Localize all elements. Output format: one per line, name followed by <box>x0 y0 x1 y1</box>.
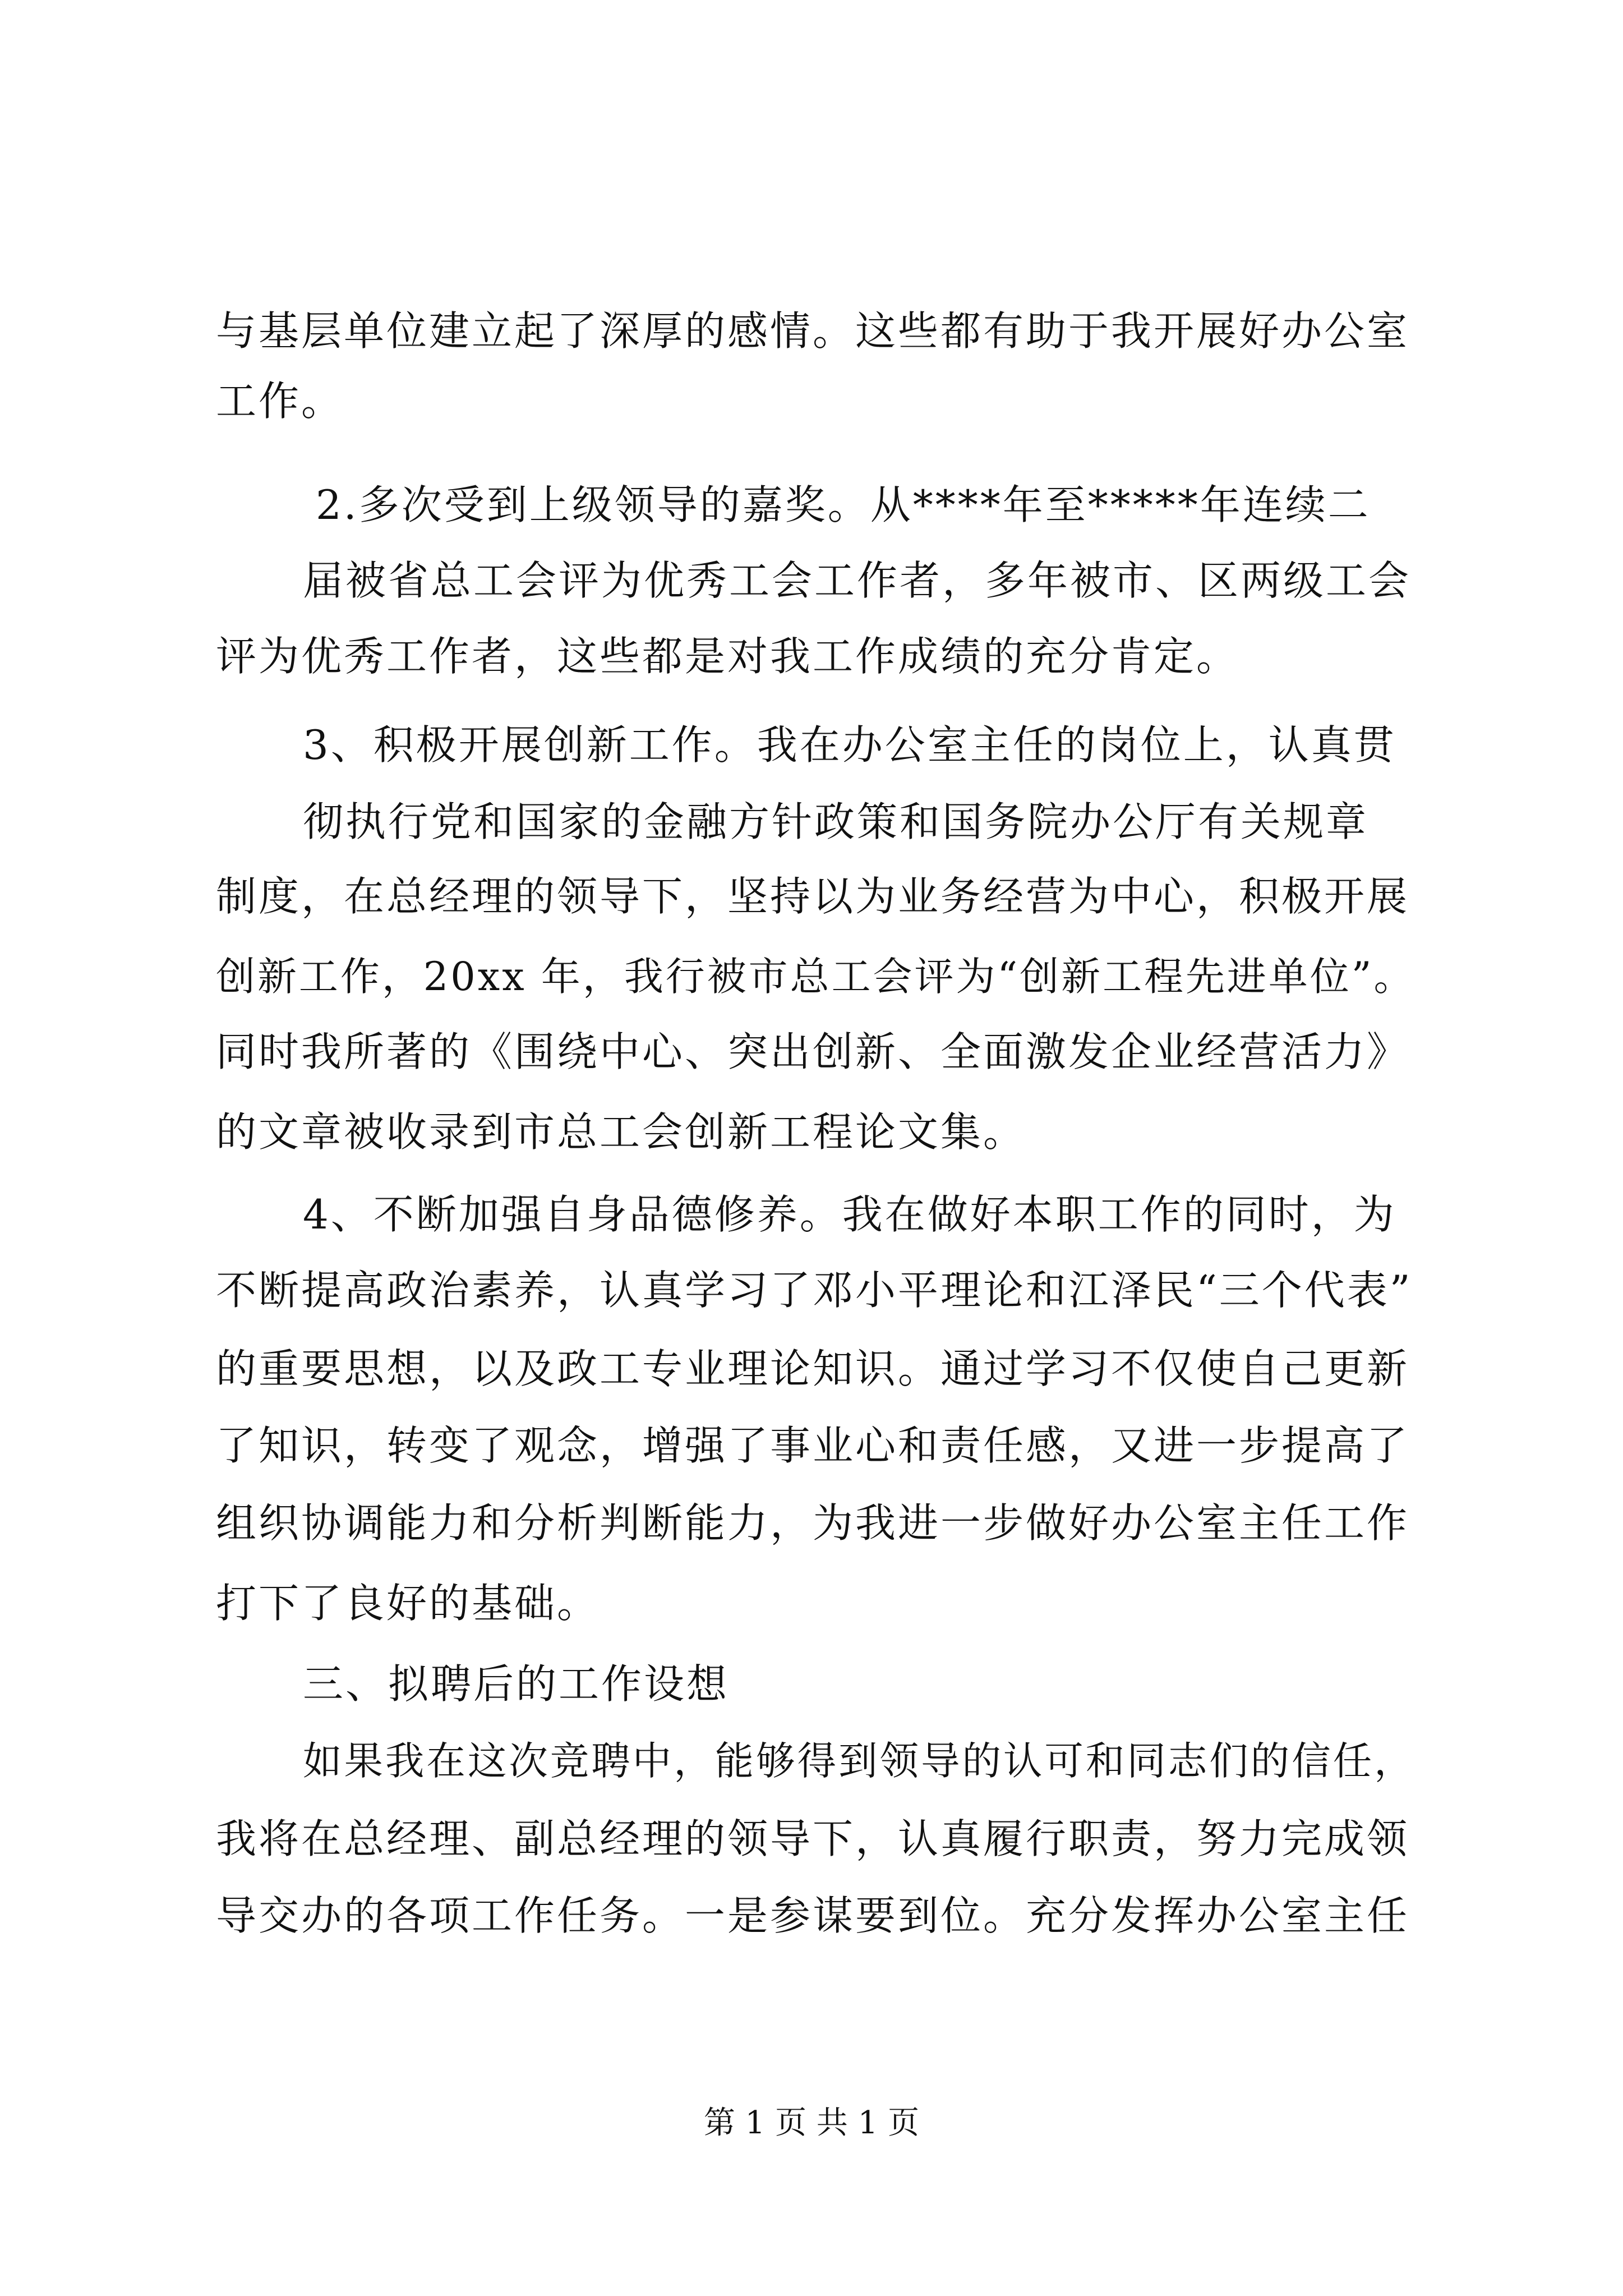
text-line: 导交办的各项工作任务。一是参谋要到位。充分发挥办公室主任 <box>216 1892 1410 1939</box>
text-line: 创新工作，20xx 年，我行被市总工会评为“创新工程先进单位”。 <box>216 954 1415 1000</box>
text-line: 组织协调能力和分析判断能力，为我进一步做好办公室主任工作 <box>216 1499 1410 1547</box>
text-line: 的重要思想，以及政工专业理论知识。通过学习不仅使自己更新 <box>216 1345 1410 1392</box>
text-line: 彻执行党和国家的金融方针政策和国务院办公厅有关规章 <box>303 798 1369 845</box>
text-line: 4、不断加强自身品德修养。我在做好本职工作的同时，为 <box>303 1191 1396 1238</box>
page-footer: 第 1 页 共 1 页 <box>703 2105 920 2141</box>
text-line: 了知识，转变了观念，增强了事业心和责任感，又进一步提高了 <box>216 1422 1410 1469</box>
text-line: 制度，在总经理的领导下，坚持以为业务经营为中心，积极开展 <box>216 873 1410 920</box>
text-line: 不断提高政治素养，认真学习了邓小平理论和江泽民“三个代表” <box>216 1267 1413 1314</box>
text-line: 如果我在这次竞聘中，能够得到领导的认可和同志们的信任， <box>303 1739 1415 1784</box>
text-line: 同时我所著的《围绕中心、突出创新、全面激发企业经营活力》 <box>216 1028 1410 1075</box>
text-line: 2.多次受到上级领导的嘉奖。从****年至*****年连续二 <box>316 481 1371 528</box>
text-line: 3、积极开展创新工作。我在办公室主任的岗位上，认真贯 <box>303 721 1396 769</box>
text-line: 我将在总经理、副总经理的领导下，认真履行职责，努力完成领 <box>216 1815 1410 1862</box>
text-line: 打下了良好的基础。 <box>216 1580 600 1627</box>
section-heading: 三、拟聘后的工作设想 <box>303 1660 730 1708</box>
text-line: 的文章被收录到市总工会创新工程论文集。 <box>216 1108 1026 1156</box>
text-line: 届被省总工会评为优秀工会工作者，多年被市、区两级工会 <box>303 557 1412 604</box>
text-line: 工作。 <box>216 378 344 425</box>
text-line: 评为优秀工作者，这些都是对我工作成绩的充分肯定。 <box>216 633 1239 680</box>
text-line: 与基层单位建立起了深厚的感情。这些都有助于我开展好办公室 <box>216 307 1410 355</box>
